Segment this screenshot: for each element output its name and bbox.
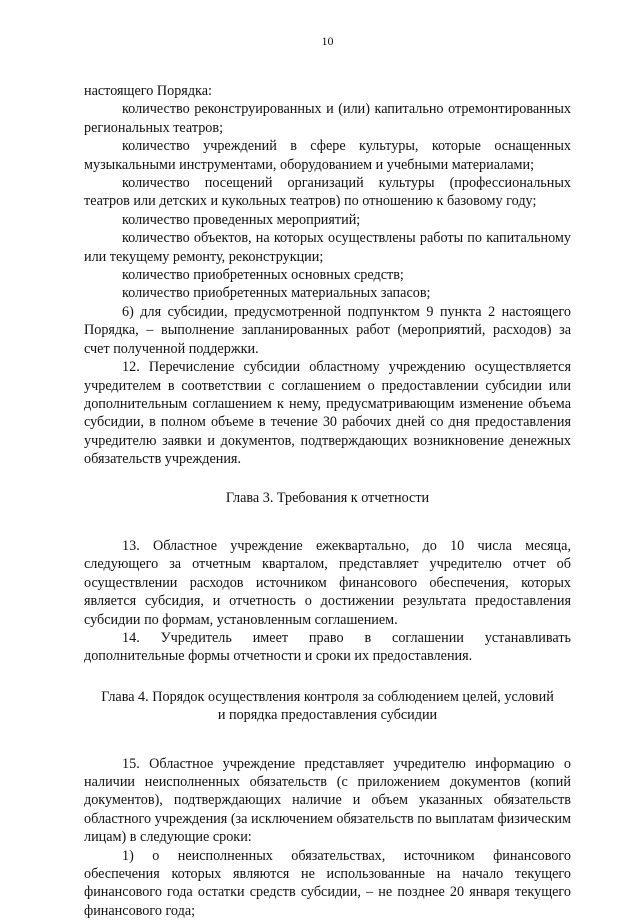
chapter-4-heading-line-1: Глава 4. Порядок осуществления контроля за соблюдением целей, условий <box>101 688 554 705</box>
paragraph: количество приобретенных материальных запасов; <box>122 285 431 302</box>
paragraph: количество объектов, на которых осуществлены работы по капитальному или текущему ремонту, реконструкции; <box>84 230 571 265</box>
paragraph: количество проведенных мероприятий; <box>122 211 361 228</box>
paragraph: количество реконструированных и (или) капитально отремонтированных региональных театров; <box>84 101 571 136</box>
paragraph: 15. Областное учреждение представляет учредителю информацию о наличии неисполненных обязательств (с приложением документов (копий документов), подтверждающих наличие и объем указанных обязательств областного учреждения (за исключением обязательств по выплатам физическим лицам) в следующие сроки: <box>84 755 571 846</box>
paragraph: количество посещений организаций культуры (профессиональных театров или детских и кукольных театров) по отношению к базовому году; <box>84 175 571 210</box>
paragraph: количество учреждений в сфере культуры, которые оснащенных музыкальными инструментами, оборудованием и учебными материалами; <box>84 138 571 173</box>
paragraph: 12. Перечисление субсидии областному учреждению осуществляется учредителем в соответствии с соглашением о предоставлении субсидии или дополнительным соглашением к нему, предусматривающим изменение объема субсидии, в полном объеме в течение 30 рабочих дней со дня предоставления учредителю заявки и документов, подтверждающих возникновение денежных обязательств учреждения. <box>84 359 571 468</box>
paragraph: настоящего Порядка: <box>84 83 212 99</box>
paragraph: 1) о неисполненных обязательствах, источником финансового обеспечения которых являются не использованные на начало текущего финансового года остатки средств субсидии, – не позднее 20 января текущего финансового года; <box>84 847 571 919</box>
paragraph: 13. Областное учреждение ежеквартально, до 10 числа месяца, следующего за отчетным кварталом, представляет учредителю отчет об осуществлении расходов источником финансового обеспечения, которых является субсидия, и отчетность о достижении результата предоставления субсидии по формам, установленным соглашением. <box>84 537 571 628</box>
paragraph: 14. Учредитель имеет право в соглашении устанавливать дополнительные формы отчетности и сроки их предоставления. <box>84 629 571 665</box>
paragraph: 6) для субсидии, предусмотренной подпунктом 9 пункта 2 настоящего Порядка, – выполнение запланированных работ (мероприятий, расходов) за счет полученной поддержки. <box>84 303 571 357</box>
paragraph: количество приобретенных основных средств; <box>122 267 404 284</box>
page-number: 10 <box>321 34 334 48</box>
document-body <box>84 82 571 920</box>
chapter-4-heading-line-2: и порядка предоставления субсидии <box>217 707 438 724</box>
chapter-3-heading: Глава 3. Требования к отчетности <box>225 489 430 506</box>
